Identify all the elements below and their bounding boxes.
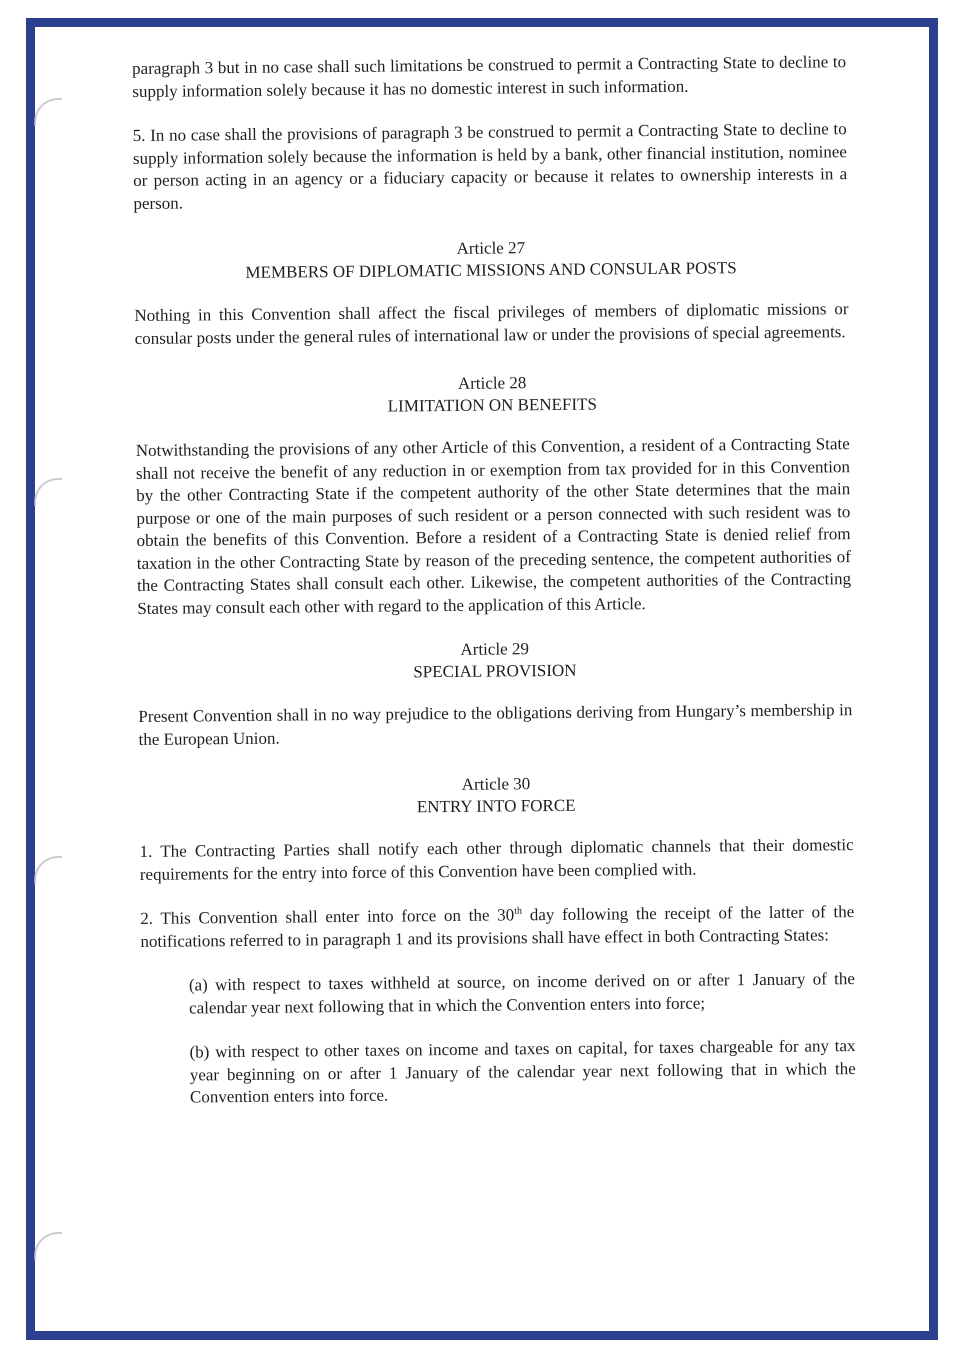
article-number: Article 30 — [461, 774, 531, 794]
article-title: SPECIAL PROVISION — [413, 660, 577, 682]
article-29-text: Present Convention shall in no way prejudice to the obligations deriving from Hungary’s membership in the European Union. — [138, 700, 853, 749]
article-number: Article 28 — [457, 373, 527, 393]
article-number: Article 27 — [456, 238, 526, 258]
article-title: ENTRY INTO FORCE — [416, 795, 576, 817]
article-30-paragraph-1: 1. The Contracting Parties shall notify each other through diplomatic channels that their domestic requirements for the entry into force of this Convention have been complied with. — [139, 835, 854, 884]
paragraph-continued: paragraph 3 but in no case shall such limitations be construed to permit a Contracting State to decline to supply information solely because it has no domestic interest in such information. — [132, 52, 847, 101]
paragraph-2-end: day following the receipt of the latter of the notifications referred to in paragraph 1 and its provisions shall have effect in both Contracting States: — [140, 902, 855, 951]
paragraph-5: 5. In no case shall the provisions of paragraph 3 be construed to permit a Contracting State to decline to supply information solely because the information is held by a bank, other financial institution, nominee or person acting in an agency or a fiduciary capacity or because it relates to ownership interests in a person. — [132, 119, 848, 213]
article-28-heading — [135, 369, 849, 420]
article-28-text: Notwithstanding the provisions of any other Article of this Convention, a resident of a Contracting State shall not receive the benefit of any reduction in or exemption from tax provided for in this Convention by the other Contracting State if the competent authority of the other State determines that the main purpose or one of the main purposes of such resident or a person connected with such resident was to obtain the benefits of this Convention. Before a resident of a Contracting State is denied relief from taxation in the other Contracting State by reason of the preceding sentence, the competent authorities of the Contracting States shall consult each other. Likewise, the competent authorities of the Contracting States may consult each other with regard to the application of this Article. — [135, 434, 852, 618]
article-27-text: Nothing in this Convention shall affect the fiscal privileges of members of diplomatic missions or consular posts under the general rules of international law or under the provisions of special agreements. — [134, 299, 849, 348]
article-29-heading — [138, 635, 852, 686]
article-number: Article 29 — [460, 639, 529, 659]
article-27-heading — [134, 234, 848, 285]
article-title: MEMBERS OF DIPLOMATIC MISSIONS AND CONSULAR POSTS — [245, 258, 737, 282]
document-body — [132, 51, 856, 1131]
paragraph-2-start: 2. This Convention shall enter into force on the 30 — [140, 905, 515, 928]
article-title: LIMITATION ON BENEFITS — [387, 394, 598, 416]
article-30-item-a: (a) with respect to taxes withheld at source, on income derived on or after 1 January of the calendar year next following that in which the Convention enters into force; — [188, 969, 855, 1017]
article-30-paragraph-2 — [140, 901, 854, 953]
article-30-heading — [139, 770, 853, 821]
ordinal-suffix: th — [514, 905, 523, 917]
article-30-item-b: (b) with respect to other taxes on income and taxes on capital, for taxes chargeable for any tax year beginning on or after 1 January of the calendar year next following that in which the Convention enters into force. — [189, 1036, 856, 1107]
